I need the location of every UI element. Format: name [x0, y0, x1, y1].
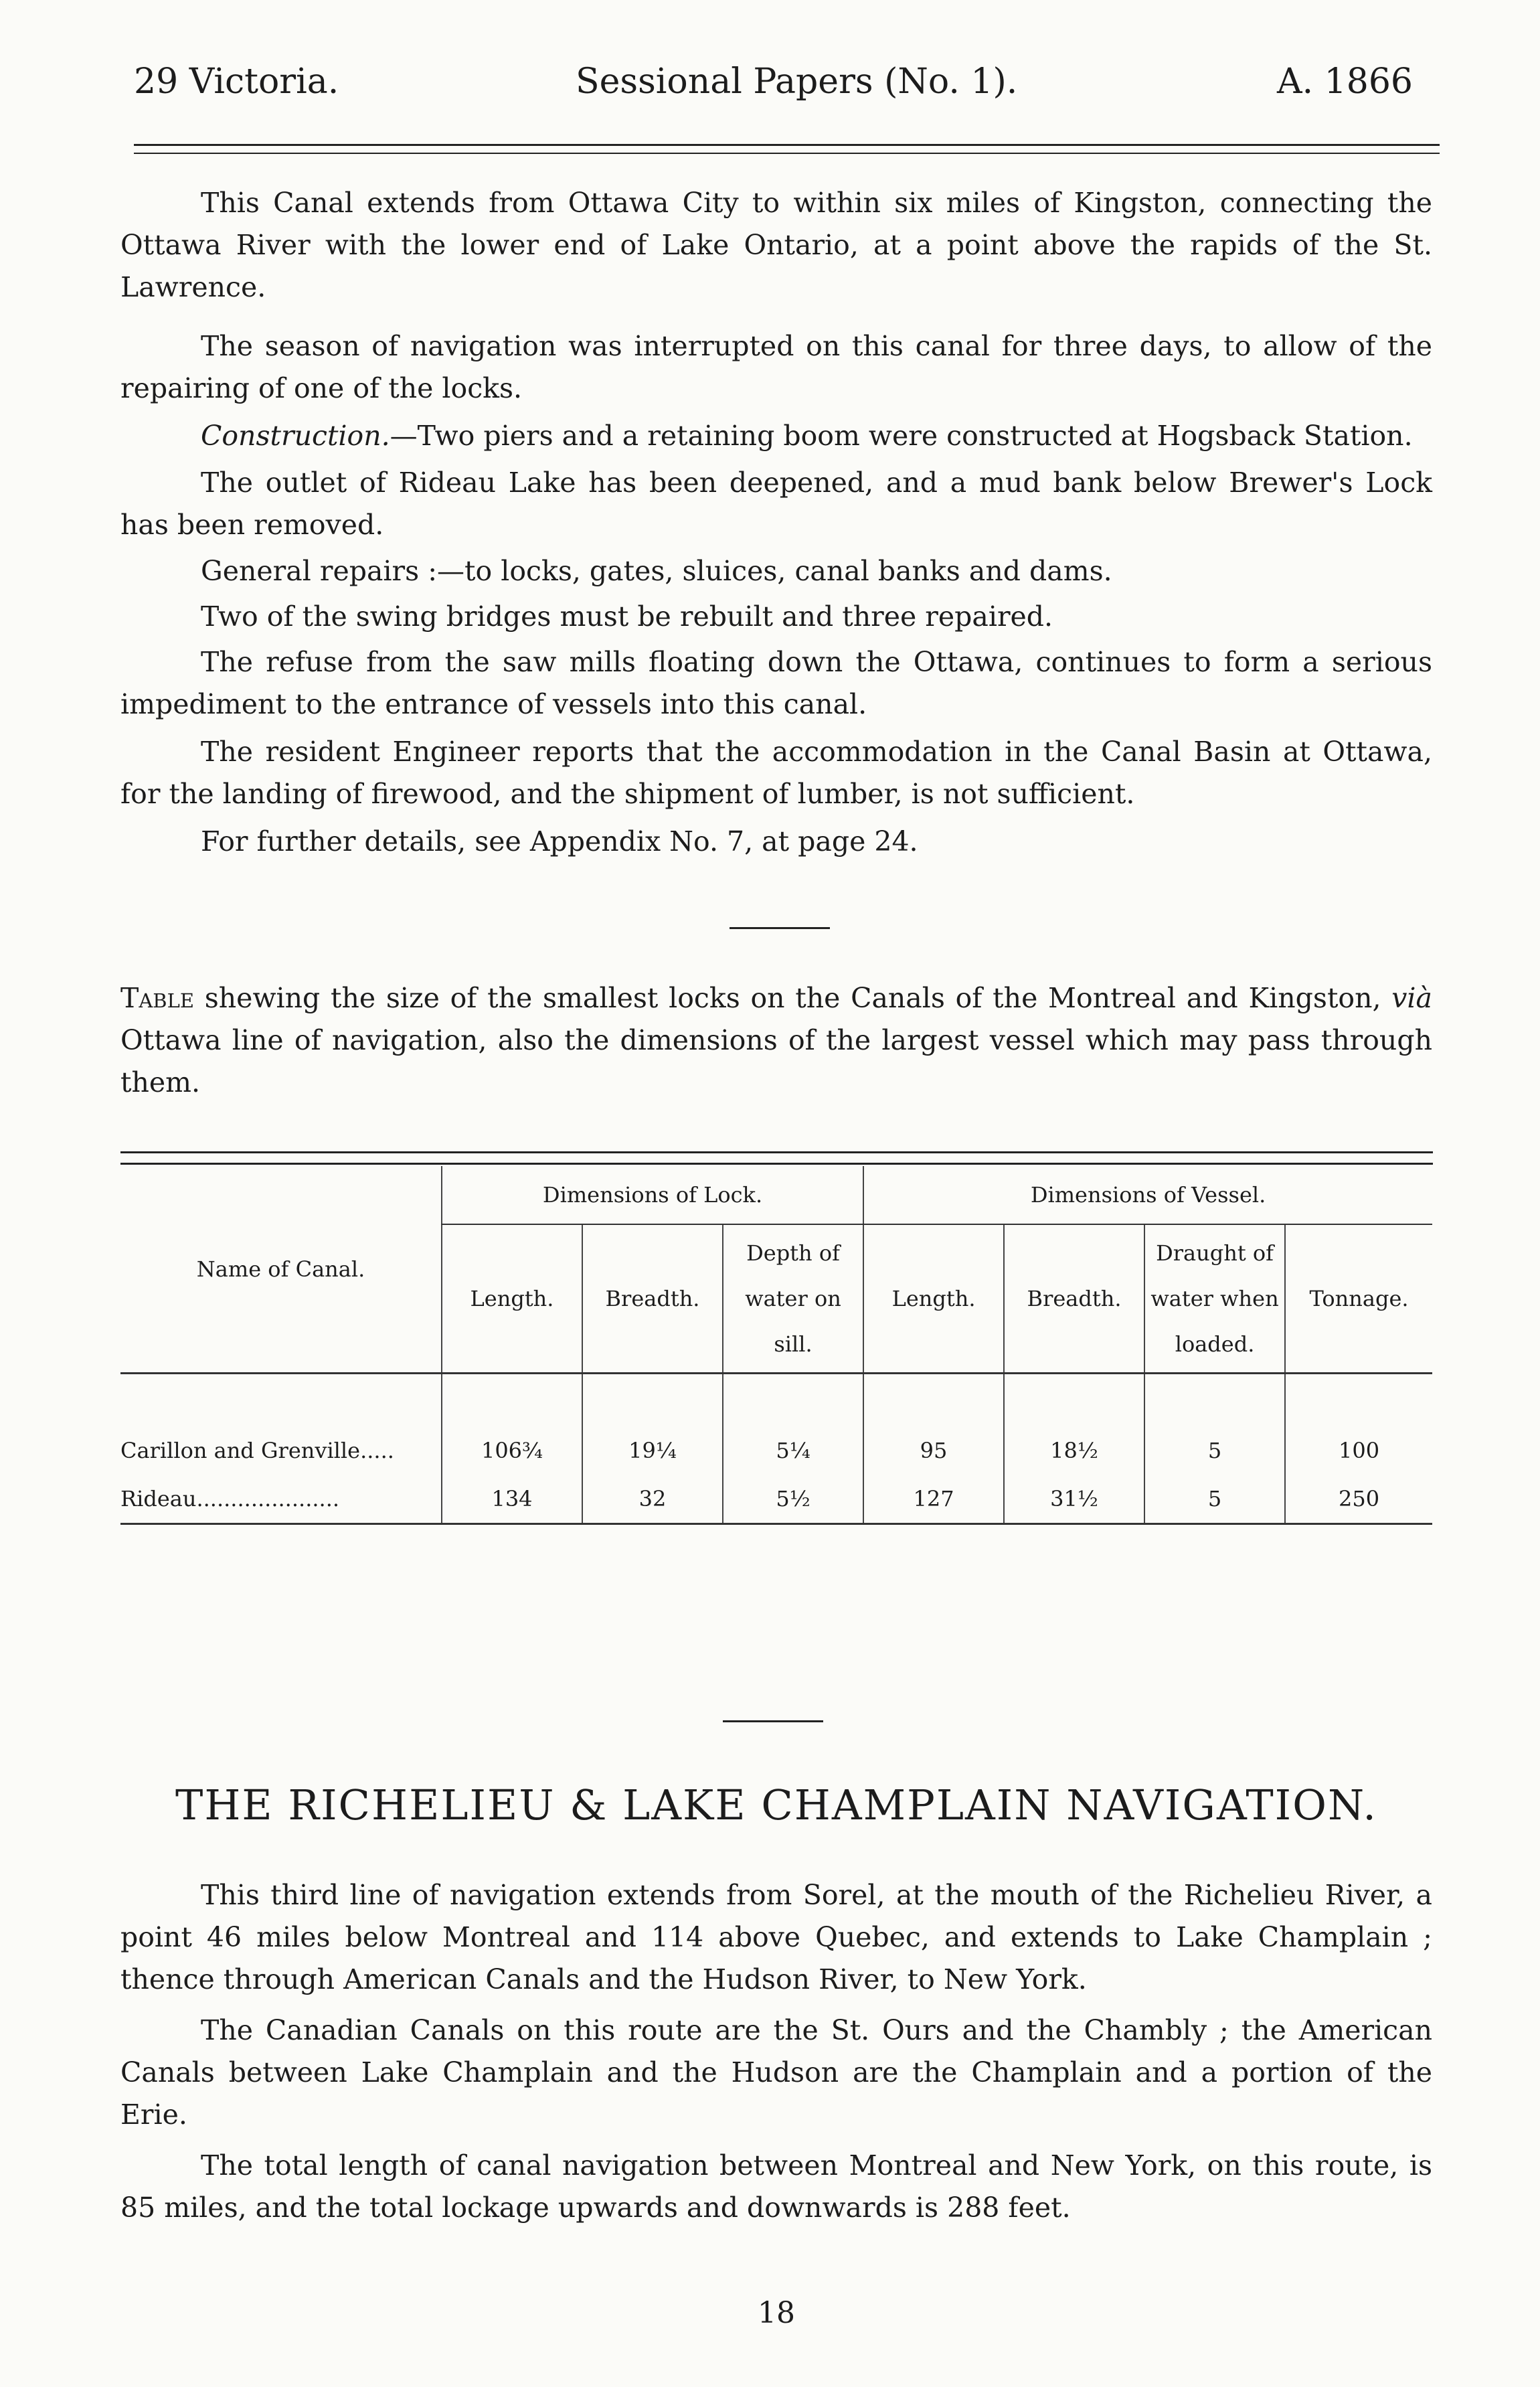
table-row: [120, 1475, 1432, 1524]
paragraph-canadian-canals: The Canadian Canals on this route are the St. Ours and the Chambly ; the American Canals between Lake Champlain and the Hudson are the Champlain and a portion of the Erie.: [120, 2014, 1432, 2131]
column-header-lock-length: Length.: [442, 1224, 582, 1374]
group-header-lock: Dimensions of Lock.: [442, 1166, 863, 1224]
running-header: [134, 62, 1413, 115]
cell-lock-breadth: 32: [582, 1475, 723, 1524]
column-header-name: Name of Canal.: [196, 1256, 365, 1282]
construction-label: Construction.: [201, 420, 390, 452]
section-divider: [723, 1720, 823, 1722]
section-title: THE RICHELIEU & LAKE CHAMPLAIN NAVIGATION.: [175, 1781, 1377, 1829]
header-session: 29 Victoria.: [134, 62, 339, 102]
cell-lock-length: 106¾: [442, 1426, 582, 1475]
cell-vessel-draught: 5: [1144, 1426, 1285, 1475]
cell-vessel-draught: 5: [1144, 1475, 1285, 1524]
cell-tonnage: 100: [1285, 1426, 1432, 1475]
paragraph-navigation-interrupted: The season of navigation was interrupted on this canal for three days, to allow of the repairing of one of the locks.: [120, 330, 1432, 404]
column-header-vessel-breadth: Breadth.: [1004, 1224, 1144, 1374]
cell-lock-depth: 5¼: [723, 1426, 863, 1475]
table-top-rule: [120, 1151, 1433, 1165]
paragraph-saw-mill-refuse: The refuse from the saw mills floating down the Ottawa, continues to form a serious impediment to the entrance of vessels into this canal.: [120, 646, 1432, 720]
paragraph-total-length: The total length of canal navigation between Montreal and New York, on this route, is 85 miles, and the total lockage upwards and downwards is 288 feet.: [120, 2149, 1432, 2224]
column-header-tonnage: Tonnage.: [1285, 1224, 1432, 1374]
paragraph-swing-bridges: Two of the swing bridges must be rebuilt and three repaired.: [201, 600, 1053, 633]
lock-dimensions-table: [120, 1166, 1432, 1525]
header-double-rule: [134, 144, 1440, 154]
cell-tonnage: 250: [1285, 1475, 1432, 1524]
header-year: A. 1866: [1277, 62, 1413, 102]
paragraph-construction: Construction.—Two piers and a retaining boom were constructed at Hogsback Station.: [201, 420, 1413, 452]
cell-lock-depth: 5½: [723, 1475, 863, 1524]
cell-canal-name: Carillon and Grenville.....: [120, 1438, 394, 1463]
group-header-vessel: Dimensions of Vessel.: [863, 1166, 1432, 1224]
cell-lock-length: 134: [442, 1475, 582, 1524]
section-divider: [730, 927, 830, 929]
cell-vessel-length: 127: [863, 1475, 1004, 1524]
paragraph-further-details: For further details, see Appendix No. 7, at page 24.: [201, 825, 918, 857]
paragraph-rideau-lake-outlet: The outlet of Rideau Lake has been deepened, and a mud bank below Brewer's Lock has been removed.: [120, 467, 1432, 541]
paragraph-canal-basin: The resident Engineer reports that the accommodation in the Canal Basin at Ottawa, for the landing of firewood, and the shipment of lumber, is not sufficient.: [120, 736, 1432, 810]
cell-vessel-length: 95: [863, 1426, 1004, 1475]
cell-lock-breadth: 19¼: [582, 1426, 723, 1475]
table-caption-lead: Table: [120, 982, 195, 1014]
paragraph-third-line: This third line of navigation extends from Sorel, at the mouth of the Richelieu River, a point 46 miles below Montreal and 114 above Quebec, and extends to Lake Champlain ; thence through American Canals and the Hudson River, to New York.: [120, 1879, 1432, 1995]
table-caption: Table shewing the size of the smallest locks on the Canals of the Montreal and Kingston, vià Ottawa line of navigation, also the dimensions of the largest vessel which may pass through them.: [120, 982, 1432, 1098]
header-sessional-papers: Sessional Papers (No. 1).: [576, 62, 1018, 102]
construction-text: Two piers and a retaining boom were constructed at Hogsback Station.: [417, 420, 1413, 452]
page-number: 18: [758, 2296, 795, 2330]
column-header-vessel-length: Length.: [863, 1224, 1004, 1374]
column-header-lock-depth: Depth of water on sill.: [723, 1224, 863, 1374]
table-row: [120, 1426, 1432, 1475]
paragraph-general-repairs: General repairs :—to locks, gates, sluices, canal banks and dams.: [201, 555, 1112, 587]
paragraph-canal-extent: This Canal extends from Ottawa City to within six miles of Kingston, connecting the Ottawa River with the lower end of Lake Ontario, at a point above the rapids of the St. Lawrence.: [120, 187, 1432, 303]
column-header-lock-breadth: Breadth.: [582, 1224, 723, 1374]
cell-vessel-breadth: 18½: [1004, 1426, 1144, 1475]
cell-vessel-breadth: 31½: [1004, 1475, 1144, 1524]
column-header-vessel-draught: Draught of water when loaded.: [1144, 1224, 1285, 1374]
cell-canal-name: Rideau.....................: [120, 1475, 442, 1524]
